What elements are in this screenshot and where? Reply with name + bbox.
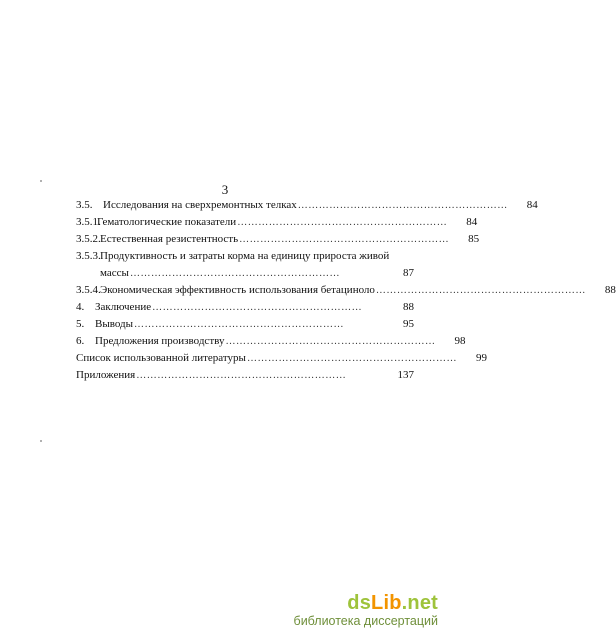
toc-title: Экономическая эффективность использования бетациноло bbox=[100, 284, 375, 296]
toc-leader: …………………………………………………… bbox=[297, 200, 508, 211]
toc-leader: …………………………………………………… bbox=[239, 234, 450, 245]
dslib-watermark[interactable] bbox=[294, 592, 438, 628]
toc-page: 87 bbox=[403, 267, 414, 279]
page-number: 3 bbox=[221, 182, 229, 197]
toc-row bbox=[76, 214, 478, 231]
toc-row bbox=[76, 265, 414, 282]
toc-title: Естественная резистентность bbox=[100, 233, 239, 245]
dslib-tagline: библиотека диссертаций bbox=[293, 614, 438, 628]
toc-title: Продуктивность и затраты корма на единицу прироста живой bbox=[100, 250, 390, 262]
toc-row bbox=[76, 367, 414, 384]
toc-leader: …………………………………………………… bbox=[152, 302, 363, 313]
toc-row bbox=[76, 333, 466, 350]
logo-lib: Lib bbox=[371, 592, 402, 614]
toc-page: 84 bbox=[526, 199, 538, 211]
toc-title: Приложения bbox=[76, 369, 136, 381]
toc-page: 85 bbox=[468, 233, 480, 245]
toc-number: 4. bbox=[76, 301, 85, 313]
toc-row bbox=[76, 248, 414, 265]
toc-leader: …………………………………………………… bbox=[246, 353, 457, 364]
toc-title: Заключение bbox=[95, 301, 152, 313]
toc-page: 88 bbox=[604, 284, 616, 296]
toc-title: Выводы bbox=[95, 318, 134, 330]
logo-net: .net bbox=[401, 592, 438, 614]
toc-page: 137 bbox=[397, 369, 414, 381]
toc-title: Гематологические показатели bbox=[97, 216, 237, 228]
toc-page: 98 bbox=[454, 335, 466, 347]
toc-leader: …………………………………………………… bbox=[134, 319, 345, 330]
toc-page: 84 bbox=[466, 216, 478, 228]
toc-number: 3.5. bbox=[76, 199, 93, 211]
toc-leader: …………………………………………………… bbox=[129, 268, 340, 279]
toc-number: 3.5.3. bbox=[76, 250, 101, 262]
toc-title: Исследования на сверхремонтных телках bbox=[103, 199, 297, 211]
toc-row bbox=[76, 282, 616, 299]
logo-ds: ds bbox=[347, 592, 372, 614]
scan-speck bbox=[40, 440, 42, 442]
toc-page: 95 bbox=[403, 318, 414, 330]
toc-number: 3.5.1. bbox=[76, 216, 101, 228]
table-of-contents bbox=[76, 197, 616, 384]
toc-number: 3.5.4. bbox=[76, 284, 101, 296]
toc-leader: …………………………………………………… bbox=[375, 285, 586, 296]
toc-number: 5. bbox=[76, 318, 85, 330]
toc-leader: …………………………………………………… bbox=[225, 336, 436, 347]
toc-title: Список использованной литературы bbox=[76, 352, 246, 364]
dslib-logo bbox=[294, 592, 438, 614]
scan-speck bbox=[40, 180, 42, 182]
toc-leader: …………………………………………………… bbox=[136, 370, 347, 381]
toc-number: 6. bbox=[76, 335, 85, 347]
toc-page: 88 bbox=[403, 301, 414, 313]
toc-title: Предложения производству bbox=[95, 335, 225, 347]
toc-row bbox=[76, 299, 414, 316]
toc-leader: …………………………………………………… bbox=[237, 217, 448, 228]
toc-title: массы bbox=[100, 267, 129, 279]
toc-number: 3.5.2. bbox=[76, 233, 101, 245]
toc-row bbox=[76, 316, 414, 333]
toc-page: 99 bbox=[475, 352, 487, 364]
toc-row bbox=[76, 350, 487, 367]
toc-row bbox=[76, 197, 538, 214]
toc-row bbox=[76, 231, 480, 248]
